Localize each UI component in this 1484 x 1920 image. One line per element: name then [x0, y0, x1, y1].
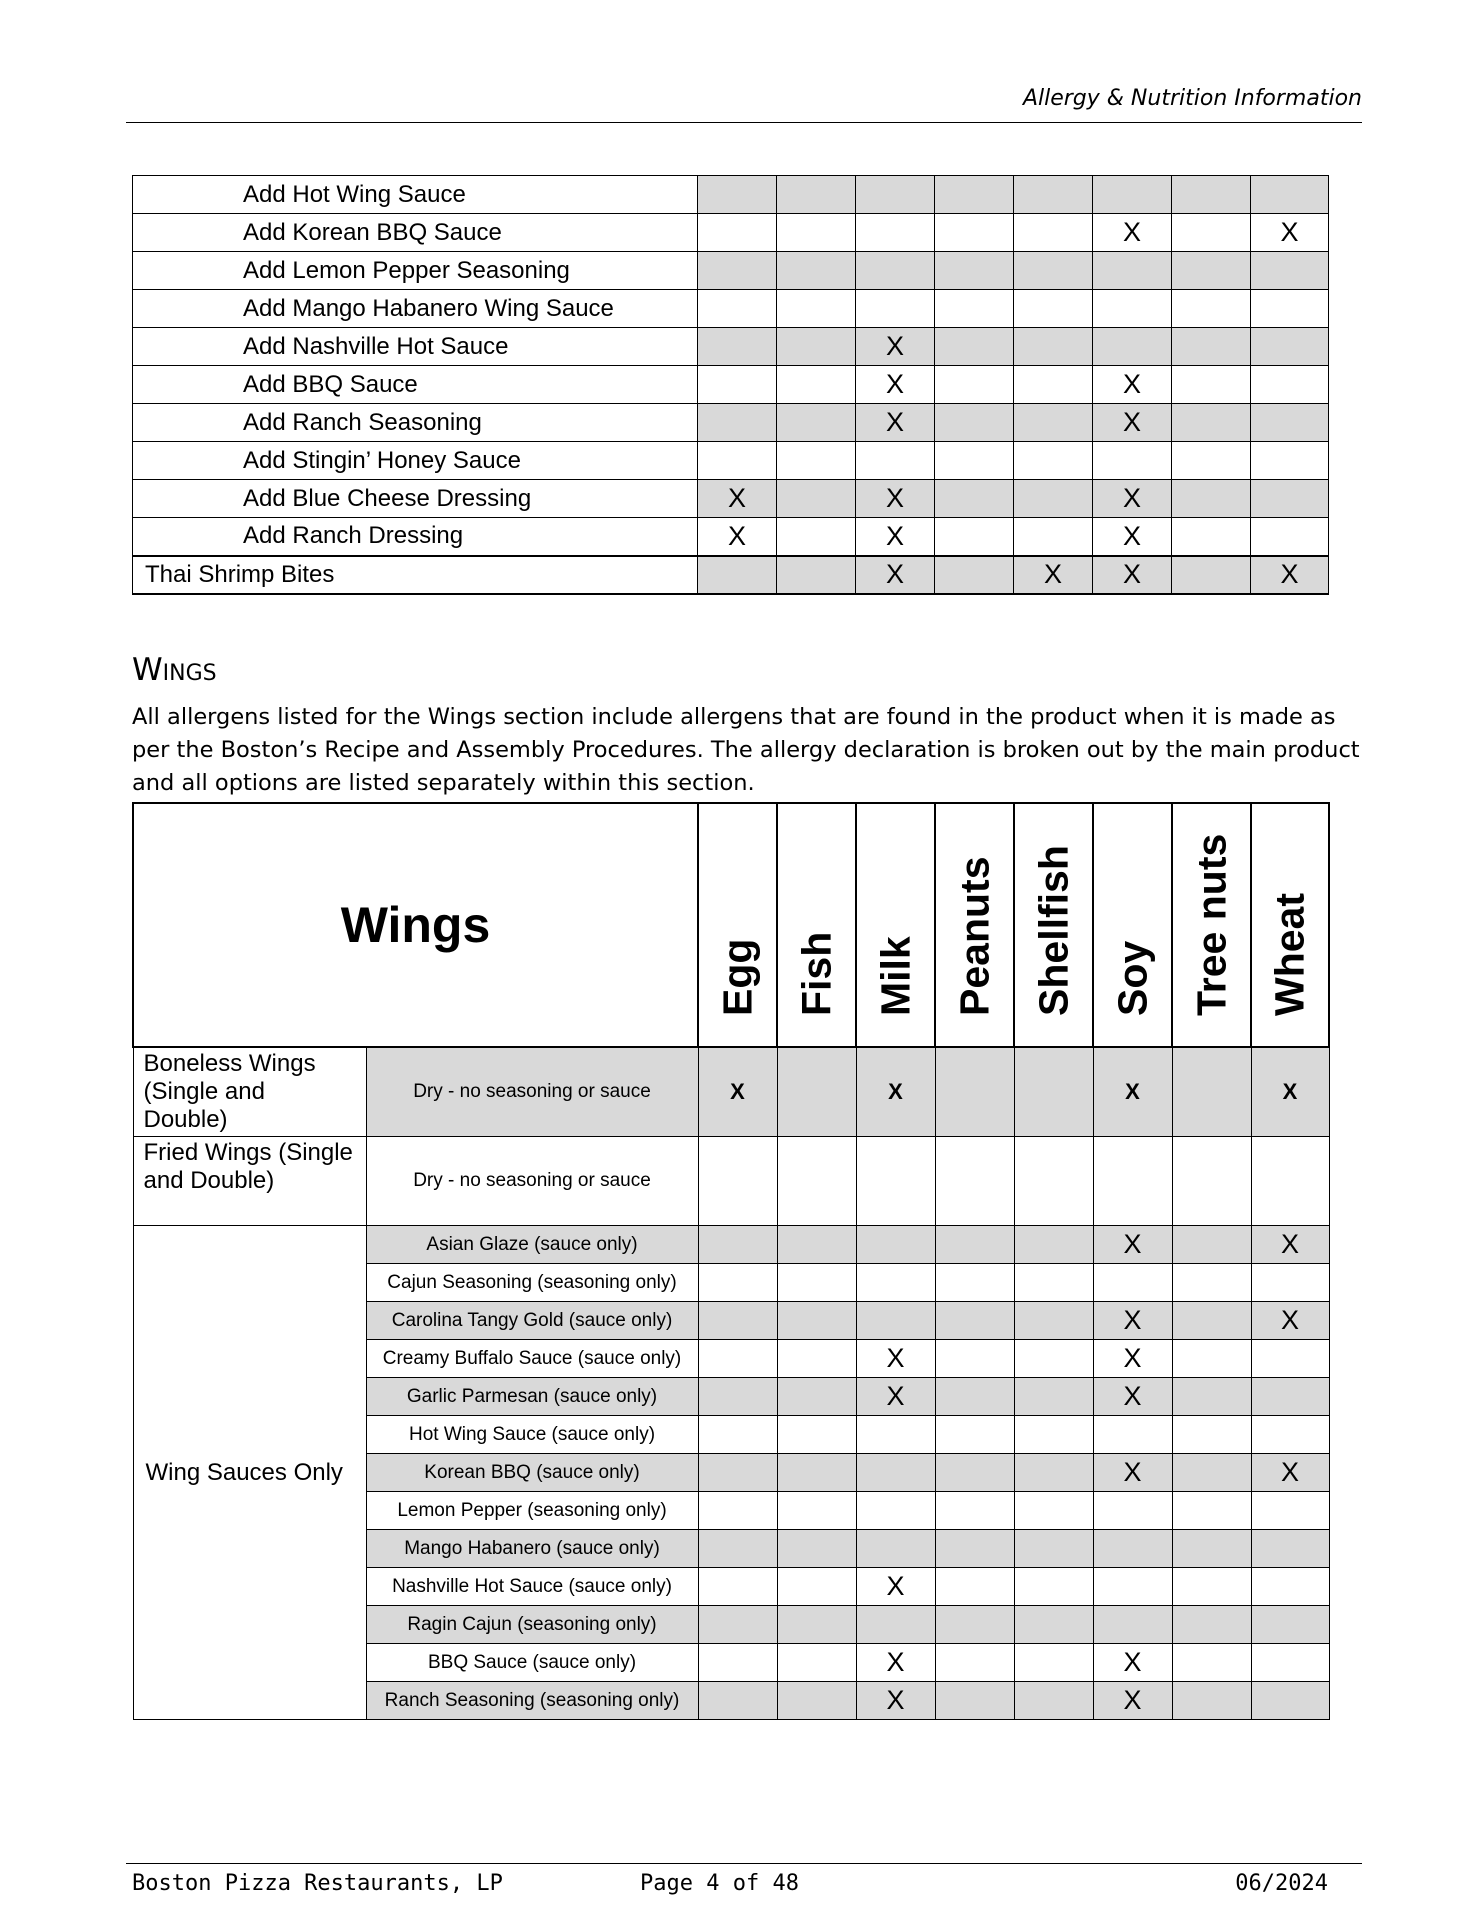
allergen-mark [1251, 404, 1329, 442]
allergen-mark [1014, 1454, 1093, 1492]
allergen-mark [1172, 480, 1251, 518]
table-row [133, 290, 1329, 328]
allergen-mark [935, 1047, 1014, 1137]
row-label: Add BBQ Sauce [133, 366, 698, 404]
allergen-mark [1172, 1644, 1251, 1682]
allergen-mark [1014, 252, 1093, 290]
allergen-mark [1014, 480, 1093, 518]
allergen-mark [1251, 1378, 1329, 1416]
allergen-mark [1251, 252, 1329, 290]
allergen-mark [1251, 1682, 1329, 1720]
allergen-mark [935, 176, 1014, 214]
allergen-mark [856, 1606, 935, 1644]
table-row [133, 1137, 1329, 1226]
allergen-mark [1251, 1568, 1329, 1606]
allergen-mark [777, 1644, 856, 1682]
allergen-mark [1251, 1492, 1329, 1530]
table-row [133, 366, 1329, 404]
allergen-header-label: Egg [714, 938, 761, 1016]
allergen-mark [777, 518, 856, 556]
allergen-mark [777, 556, 856, 594]
allergen-mark: X [856, 1568, 935, 1606]
allergen-mark [1251, 1530, 1329, 1568]
allergen-header [1172, 803, 1251, 1047]
allergen-mark [698, 176, 777, 214]
sauce-option: BBQ Sauce (sauce only) [366, 1644, 698, 1682]
allergen-mark [1172, 252, 1251, 290]
allergen-mark [856, 214, 935, 252]
allergen-mark [1014, 518, 1093, 556]
allergen-mark [935, 556, 1014, 594]
allergen-mark: X [1251, 1226, 1329, 1264]
allergen-mark [698, 290, 777, 328]
allergen-mark [1172, 1682, 1251, 1720]
allergen-mark [1251, 366, 1329, 404]
allergen-mark [777, 1568, 856, 1606]
allergen-mark [698, 1644, 777, 1682]
product-category: Fried Wings (Single and Double) [133, 1137, 366, 1226]
allergen-mark: X [856, 1682, 935, 1720]
allergen-mark [777, 1606, 856, 1644]
allergen-mark [1014, 1264, 1093, 1302]
allergen-mark [1172, 1454, 1251, 1492]
allergen-mark [1014, 290, 1093, 328]
allergen-mark [1172, 1378, 1251, 1416]
row-label: Add Korean BBQ Sauce [133, 214, 698, 252]
allergen-mark [1093, 1416, 1172, 1454]
allergen-mark [1251, 290, 1329, 328]
allergen-mark [1093, 1264, 1172, 1302]
allergen-mark: X [1093, 1047, 1172, 1137]
allergen-mark: X [698, 480, 777, 518]
allergen-mark [1172, 1416, 1251, 1454]
allergen-mark [1014, 1492, 1093, 1530]
allergen-mark [777, 1682, 856, 1720]
allergen-header [1251, 803, 1329, 1047]
allergen-mark [1172, 1530, 1251, 1568]
allergen-mark [698, 1302, 777, 1340]
allergen-mark [935, 1530, 1014, 1568]
allergen-mark: X [1093, 518, 1172, 556]
product-category: Boneless Wings (Single and Double) [133, 1047, 366, 1137]
allergen-mark: X [1093, 1302, 1172, 1340]
allergen-mark: X [1251, 556, 1329, 594]
allergen-mark [777, 404, 856, 442]
allergen-mark [698, 1226, 777, 1264]
allergen-mark [935, 1492, 1014, 1530]
sauce-option: Nashville Hot Sauce (sauce only) [366, 1568, 698, 1606]
allergen-mark [698, 1568, 777, 1606]
allergen-mark: X [856, 366, 935, 404]
allergen-mark [1172, 1606, 1251, 1644]
allergen-mark [1172, 214, 1251, 252]
allergen-mark [698, 328, 777, 366]
row-label: Add Stingin’ Honey Sauce [133, 442, 698, 480]
allergen-mark [1172, 442, 1251, 480]
allergen-mark [777, 1530, 856, 1568]
allergen-mark: X [1093, 556, 1172, 594]
allergen-mark: X [1093, 1378, 1172, 1416]
row-label: Add Lemon Pepper Seasoning [133, 252, 698, 290]
allergen-mark [935, 1606, 1014, 1644]
allergen-mark [1014, 1302, 1093, 1340]
allergen-mark [698, 442, 777, 480]
allergen-mark [777, 1264, 856, 1302]
allergen-mark [1251, 1644, 1329, 1682]
allergen-mark [698, 1454, 777, 1492]
allergen-mark [1014, 1606, 1093, 1644]
table-row [133, 176, 1329, 214]
row-label: Add Nashville Hot Sauce [133, 328, 698, 366]
allergen-header [856, 803, 935, 1047]
allergen-mark: X [856, 480, 935, 518]
allergen-mark [1014, 328, 1093, 366]
allergen-mark [1172, 1226, 1251, 1264]
allergen-mark [935, 252, 1014, 290]
allergen-mark [777, 1454, 856, 1492]
allergen-mark: X [856, 1340, 935, 1378]
allergen-mark [935, 480, 1014, 518]
allergen-mark [1251, 1606, 1329, 1644]
allergen-header [935, 803, 1014, 1047]
allergen-mark [935, 1302, 1014, 1340]
sauce-option: Garlic Parmesan (sauce only) [366, 1378, 698, 1416]
sauce-option: Lemon Pepper (seasoning only) [366, 1492, 698, 1530]
allergen-mark [1014, 1226, 1093, 1264]
allergen-mark [777, 1492, 856, 1530]
allergen-mark [777, 1226, 856, 1264]
allergen-mark [935, 1264, 1014, 1302]
allergen-mark [698, 556, 777, 594]
allergen-mark [1172, 1302, 1251, 1340]
allergen-mark [1014, 366, 1093, 404]
allergen-mark [1093, 1530, 1172, 1568]
sauce-option: Ragin Cajun (seasoning only) [366, 1606, 698, 1644]
product-option: Dry - no seasoning or sauce [366, 1137, 698, 1226]
allergen-mark [1014, 1378, 1093, 1416]
allergen-mark [935, 1454, 1014, 1492]
allergen-mark: X [1093, 404, 1172, 442]
allergen-mark [856, 1492, 935, 1530]
allergen-mark [1093, 176, 1172, 214]
sauce-option: Ranch Seasoning (seasoning only) [366, 1682, 698, 1720]
allergen-mark: X [1093, 366, 1172, 404]
footer-company: Boston Pizza Restaurants, LP [132, 1871, 503, 1896]
allergen-mark [777, 1416, 856, 1454]
allergen-mark: X [698, 518, 777, 556]
allergen-mark [1251, 1340, 1329, 1378]
row-label: Add Hot Wing Sauce [133, 176, 698, 214]
allergen-mark [1172, 1568, 1251, 1606]
allergen-mark [935, 1137, 1014, 1226]
allergen-mark [1093, 252, 1172, 290]
row-label: Add Mango Habanero Wing Sauce [133, 290, 698, 328]
allergen-header-label: Shellfish [1030, 845, 1077, 1016]
allergen-mark: X [856, 404, 935, 442]
wings-allergen-table [132, 802, 1330, 1720]
allergen-mark [856, 1264, 935, 1302]
allergen-mark [1251, 176, 1329, 214]
allergen-mark [1014, 1682, 1093, 1720]
allergen-mark [1172, 290, 1251, 328]
row-label: Add Blue Cheese Dressing [133, 480, 698, 518]
wings-table-title: Wings [133, 803, 698, 1047]
allergen-mark: X [1093, 480, 1172, 518]
allergen-mark [856, 442, 935, 480]
allergen-mark [1093, 442, 1172, 480]
allergen-mark [1251, 480, 1329, 518]
row-label: Thai Shrimp Bites [133, 556, 698, 594]
allergen-mark [1014, 214, 1093, 252]
allergen-mark [1093, 328, 1172, 366]
allergen-mark [1172, 404, 1251, 442]
allergen-mark [1172, 366, 1251, 404]
sauce-option: Asian Glaze (sauce only) [366, 1226, 698, 1264]
allergen-mark [1251, 518, 1329, 556]
allergen-mark: X [856, 1378, 935, 1416]
table-row [133, 480, 1329, 518]
allergen-mark [698, 214, 777, 252]
allergen-header-label: Tree nuts [1188, 833, 1235, 1016]
allergen-mark [1251, 1264, 1329, 1302]
allergen-mark: X [1093, 1340, 1172, 1378]
allergen-mark [935, 1568, 1014, 1606]
footer-date: 06/2024 [1235, 1871, 1328, 1896]
allergen-mark [935, 1682, 1014, 1720]
allergen-mark [777, 1340, 856, 1378]
allergen-mark [935, 366, 1014, 404]
header-title: Allergy & Nutrition Information [1022, 86, 1362, 111]
allergen-header-label: Peanuts [951, 856, 998, 1016]
allergen-mark: X [1014, 556, 1093, 594]
allergen-mark: X [1093, 1454, 1172, 1492]
product-option: Dry - no seasoning or sauce [366, 1047, 698, 1137]
allergen-mark [935, 328, 1014, 366]
allergen-header-label: Milk [872, 936, 919, 1016]
allergen-mark: X [856, 328, 935, 366]
allergen-mark [1093, 1606, 1172, 1644]
sauce-option: Mango Habanero (sauce only) [366, 1530, 698, 1568]
allergen-mark: X [1251, 1454, 1329, 1492]
footer-page-number: Page 4 of 48 [640, 1871, 799, 1896]
allergen-mark [1172, 1492, 1251, 1530]
allergen-mark [777, 1378, 856, 1416]
allergen-mark [1014, 404, 1093, 442]
table-row [133, 556, 1329, 594]
allergen-mark [935, 442, 1014, 480]
allergen-mark [1251, 328, 1329, 366]
allergen-mark [1093, 290, 1172, 328]
allergen-mark [777, 176, 856, 214]
allergen-mark [935, 1416, 1014, 1454]
allergen-mark: X [1093, 1644, 1172, 1682]
allergen-mark [856, 1416, 935, 1454]
allergen-mark [856, 290, 935, 328]
allergen-mark [1014, 1137, 1093, 1226]
allergen-mark [1014, 1644, 1093, 1682]
sauce-option: Carolina Tangy Gold (sauce only) [366, 1302, 698, 1340]
allergen-header-label: Fish [793, 931, 840, 1016]
allergen-mark: X [856, 518, 935, 556]
allergen-mark [698, 404, 777, 442]
allergen-mark [777, 1302, 856, 1340]
allergen-mark [935, 518, 1014, 556]
allergen-mark: X [856, 1047, 935, 1137]
table-row [133, 442, 1329, 480]
allergen-mark [856, 1137, 935, 1226]
continuation-allergen-table [132, 175, 1329, 595]
row-label: Add Ranch Dressing [133, 518, 698, 556]
allergen-mark [856, 1226, 935, 1264]
allergen-mark [856, 1530, 935, 1568]
sauce-option: Korean BBQ (sauce only) [366, 1454, 698, 1492]
allergen-mark [698, 1682, 777, 1720]
allergen-mark [698, 1416, 777, 1454]
table-row [133, 518, 1329, 556]
allergen-mark [777, 290, 856, 328]
allergen-mark: X [1093, 1226, 1172, 1264]
allergen-mark [1172, 176, 1251, 214]
header-rule [126, 122, 1362, 123]
allergen-mark: X [698, 1047, 777, 1137]
allergen-mark [1014, 1530, 1093, 1568]
row-label: Add Ranch Seasoning [133, 404, 698, 442]
sauce-category: Wing Sauces Only [133, 1226, 366, 1720]
allergen-mark [698, 1606, 777, 1644]
allergen-mark [698, 1137, 777, 1226]
allergen-header [777, 803, 856, 1047]
allergen-mark [935, 1226, 1014, 1264]
allergen-header-label: Wheat [1266, 893, 1313, 1016]
allergen-header [1014, 803, 1093, 1047]
allergen-mark [777, 1047, 856, 1137]
allergen-mark [1172, 1047, 1251, 1137]
allergen-mark [935, 1378, 1014, 1416]
allergen-mark [1014, 176, 1093, 214]
allergen-mark [1093, 1568, 1172, 1606]
allergen-mark [698, 1264, 777, 1302]
sauce-option: Hot Wing Sauce (sauce only) [366, 1416, 698, 1454]
allergen-mark [698, 252, 777, 290]
allergen-mark [935, 1644, 1014, 1682]
allergen-mark [856, 1302, 935, 1340]
allergen-mark [777, 366, 856, 404]
allergen-mark [1172, 518, 1251, 556]
allergen-mark [777, 442, 856, 480]
allergen-mark [935, 1340, 1014, 1378]
sauce-option: Cajun Seasoning (seasoning only) [366, 1264, 698, 1302]
allergen-mark [1172, 328, 1251, 366]
allergen-mark [1014, 442, 1093, 480]
allergen-mark [1093, 1137, 1172, 1226]
allergen-mark [1014, 1416, 1093, 1454]
table-row [133, 1226, 1329, 1264]
allergen-mark [777, 1137, 856, 1226]
allergen-mark: X [856, 1644, 935, 1682]
allergen-mark: X [1251, 214, 1329, 252]
allergen-mark [1172, 1340, 1251, 1378]
section-title: Wings [132, 652, 217, 688]
section-description: All allergens listed for the Wings section include allergens that are found in the product when it is made as per the Boston’s Recipe and Assembly Procedures. The allergy declaration is broken out by the main product and all options are listed separately within this section. [132, 704, 1360, 796]
allergen-header [1093, 803, 1172, 1047]
allergen-mark [1093, 1492, 1172, 1530]
table-row [133, 1047, 1329, 1137]
table-row [133, 404, 1329, 442]
allergen-mark: X [1093, 214, 1172, 252]
allergen-mark [777, 480, 856, 518]
allergen-mark [1251, 1416, 1329, 1454]
allergen-mark [1172, 1137, 1251, 1226]
allergen-mark [777, 252, 856, 290]
allergen-header [698, 803, 777, 1047]
allergen-mark [1172, 556, 1251, 594]
allergen-mark [698, 366, 777, 404]
allergen-mark [856, 176, 935, 214]
allergen-mark [1251, 1137, 1329, 1226]
allergen-mark [1251, 442, 1329, 480]
allergen-mark [777, 214, 856, 252]
allergen-mark [856, 252, 935, 290]
allergen-header-label: Soy [1109, 940, 1156, 1016]
allergen-mark: X [1251, 1302, 1329, 1340]
allergen-mark [1014, 1047, 1093, 1137]
allergen-mark [1172, 1264, 1251, 1302]
allergen-mark [1014, 1568, 1093, 1606]
allergen-mark: X [1251, 1047, 1329, 1137]
allergen-mark: X [1093, 1682, 1172, 1720]
allergen-mark [935, 404, 1014, 442]
allergen-mark [698, 1530, 777, 1568]
allergen-mark [698, 1340, 777, 1378]
table-row [133, 214, 1329, 252]
allergen-mark [935, 214, 1014, 252]
allergen-mark: X [856, 556, 935, 594]
allergen-mark [1014, 1340, 1093, 1378]
allergen-mark [698, 1378, 777, 1416]
footer-rule [126, 1863, 1362, 1864]
table-row [133, 252, 1329, 290]
allergen-mark [777, 328, 856, 366]
allergen-mark [698, 1492, 777, 1530]
allergen-mark [935, 290, 1014, 328]
table-row [133, 328, 1329, 366]
sauce-option: Creamy Buffalo Sauce (sauce only) [366, 1340, 698, 1378]
allergen-mark [856, 1454, 935, 1492]
